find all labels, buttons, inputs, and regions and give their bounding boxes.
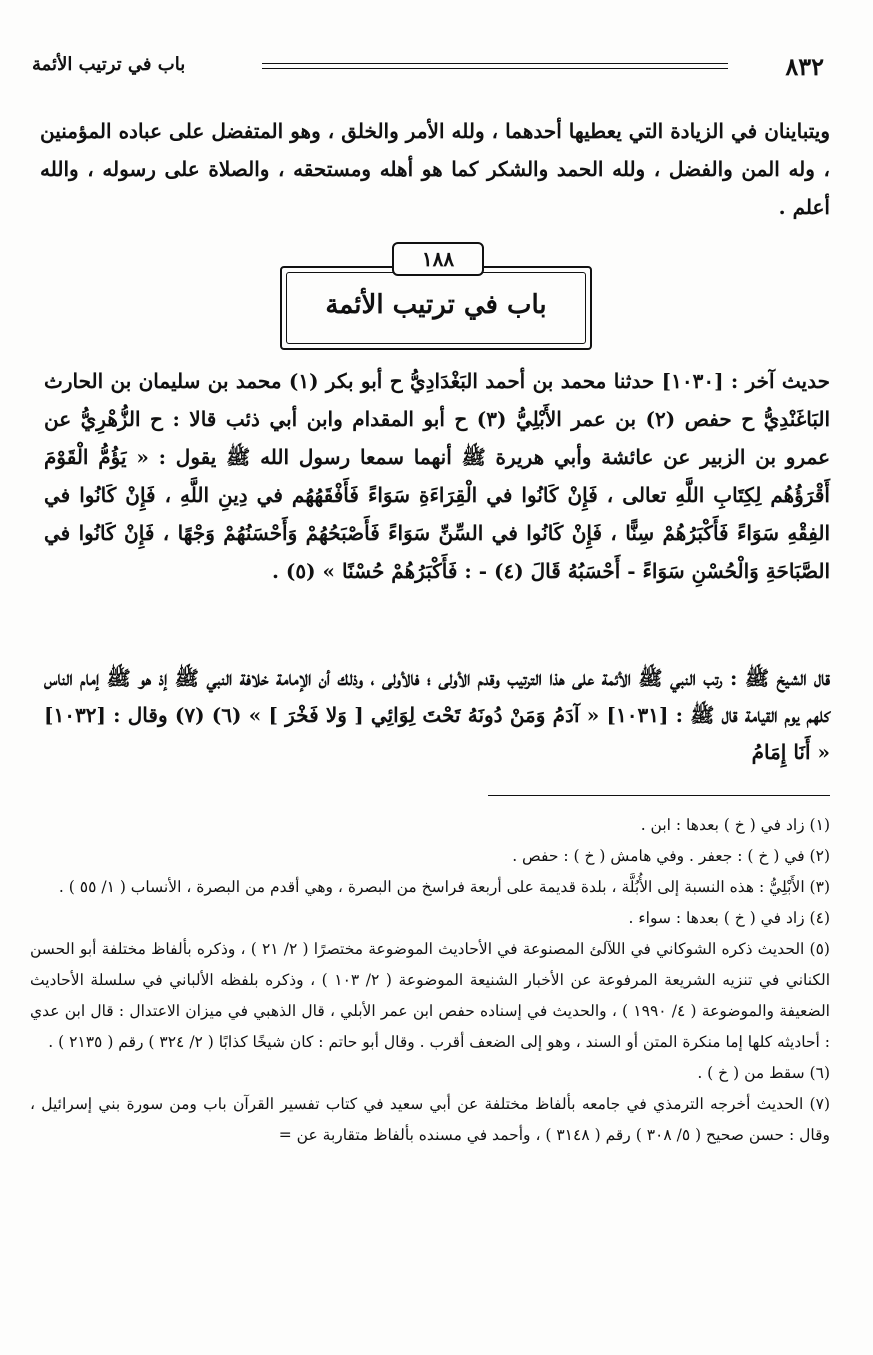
intro-paragraph: ويتباينان في الزيادة التي يعطيها أحدهما ، ولله الأمر والخلق ، وهو المتفضل على عباده المؤمنين ، وله المن والفضل ، ولله الحمد والشكر كما هو أهله ومستحقه ، والصلاة على رسوله ، والله أعلم . xyxy=(40,119,830,219)
footnote: (٤) زاد في ( خ ) بعدها : سواء . xyxy=(628,909,830,927)
chapter-title: باب في ترتيب الأئمة xyxy=(325,290,547,320)
footnote: (١) زاد في ( خ ) بعدها : ابن . xyxy=(640,816,830,834)
page-header xyxy=(32,52,824,86)
commentary-paragraph: قال الشيخ ﷺ : رتب النبي ﷺ الأئمة على هذا الترتيب وقدم الأولى ؛ فالأولى ، وذلك أن الإمامة خلافة النبي ﷺ إذ هو ﷺ إمام الناس كلهم يوم القيامة قال ﷺ : [١٠٣١] « آدَمُ وَمَنْ دُونَهُ تَحْتَ لِوَائِي [ وَلا فَخْرَ ] » (٦) (٧) وقال : [١٠٣٢] « أَنَا إِمَامُ xyxy=(44,666,831,764)
chapter-heading xyxy=(260,242,612,356)
continuation-mark: = xyxy=(278,1126,292,1144)
footnote-last xyxy=(30,1089,830,1151)
footnote: (٧) الحديث أخرجه الترمذي في جامعه بألفاظ مختلفة عن أبي سعيد في كتاب تفسير القرآن باب ومن سورة بني إسرائيل ، وقال : حسن صحيح ( ٥/ ٣٠٨ ) رقم ( ٣١٤٨ ) ، وأحمد في مسنده بألفاظ متقاربة عن xyxy=(30,1095,830,1144)
footnote: (٦) سقط من ( خ ) . xyxy=(697,1064,830,1082)
chapter-title-frame xyxy=(280,266,592,350)
footnote-separator xyxy=(488,795,830,796)
header-rule xyxy=(262,63,728,69)
page-number: ٨٣٢ xyxy=(785,52,824,81)
footnotes xyxy=(30,810,830,1151)
hadith-paragraph: حديث آخر : [١٠٣٠] حدثنا محمد بن أحمد البَغْدَادِيُّ ح أبو بكر (١) محمد بن سليمان بن الحارث البَاغَنْدِيُّ ح حفص (٢) بن عمر الأَبْلِيُّ (٣) ح أبو المقدام وابن أبي ذئب قالا : ح الزُّهْرِيُّ عن عمرو بن الزبير عن عائشة وأبي هريرة ﷺ أنهما سمعا رسول الله ﷺ يقول : « يَؤُمُّ الْقَوْمَ أَقْرَؤُهُم لِكِتَابِ اللَّهِ تعالى ، فَإِنْ كَانُوا في الْقِرَاءَةِ سَوَاءً فَأَفْقَهُهُم في دِينِ اللَّهِ ، فَإِنْ كَانُوا في الفِقْهِ سَوَاءً فَأَكْبَرُهُمْ سِنًّا ، فَإِنْ كَانُوا في السِّنِّ سَوَاءً فَأَصْبَحُهُمْ وَأَحْسَنُهُمْ وَجْهًا ، فَإِنْ كَانُوا في الصَّبَاحَةِ وَالْحُسْنِ سَوَاءً - أَحْسَبُهُ قَالَ (٤) - : فَأَكْبَرُهُمْ حُسْنًا » (٥) . xyxy=(44,369,831,583)
footnote: (٥) الحديث ذكره الشوكاني في اللآلئ المصنوعة في الأحاديث الموضوعة مختصرًا ( ٢/ ٢١ ) ، وذكره بألفاظ مختلفة أبو الحسن الكناني في تنزيه الشريعة المرفوعة عن الأخبار الشنيعة الموضوعة ( ٢/ ١٠٣ ) ، وذكره بلفظه الألباني في سلسلة الأحاديث الضعيفة والموضوعة ( ٤/ ١٩٩٠ ) ، والحديث في إسناده حفص ابن عمر الأبلي ، قال الذهبي في ميزان الاعتدال : قال ابن عدي : أحاديثه كلها إما منكرة المتن أو السند ، وهو إلى الضعف أقرب . وقال أبو حاتم : كان شيخًا كذابًا ( ٢/ ٣٢٤ ) رقم ( ٢١٣٥ ) . xyxy=(30,940,831,1051)
chapter-number: ١٨٨ xyxy=(392,242,484,276)
footnote: (٣) الأَبْلِيُّ : هذه النسبة إلى الأُبُلَّة ، بلدة قديمة على أربعة فراسخ من البصرة ، وهي أقدم من البصرة ، الأنساب ( ١/ ٥٥ ) . xyxy=(58,878,830,896)
running-title: باب في ترتيب الأئمة xyxy=(32,54,186,75)
footnote: (٢) في ( خ ) : جعفر . وفي هامش ( خ ) : حفص . xyxy=(512,847,830,865)
